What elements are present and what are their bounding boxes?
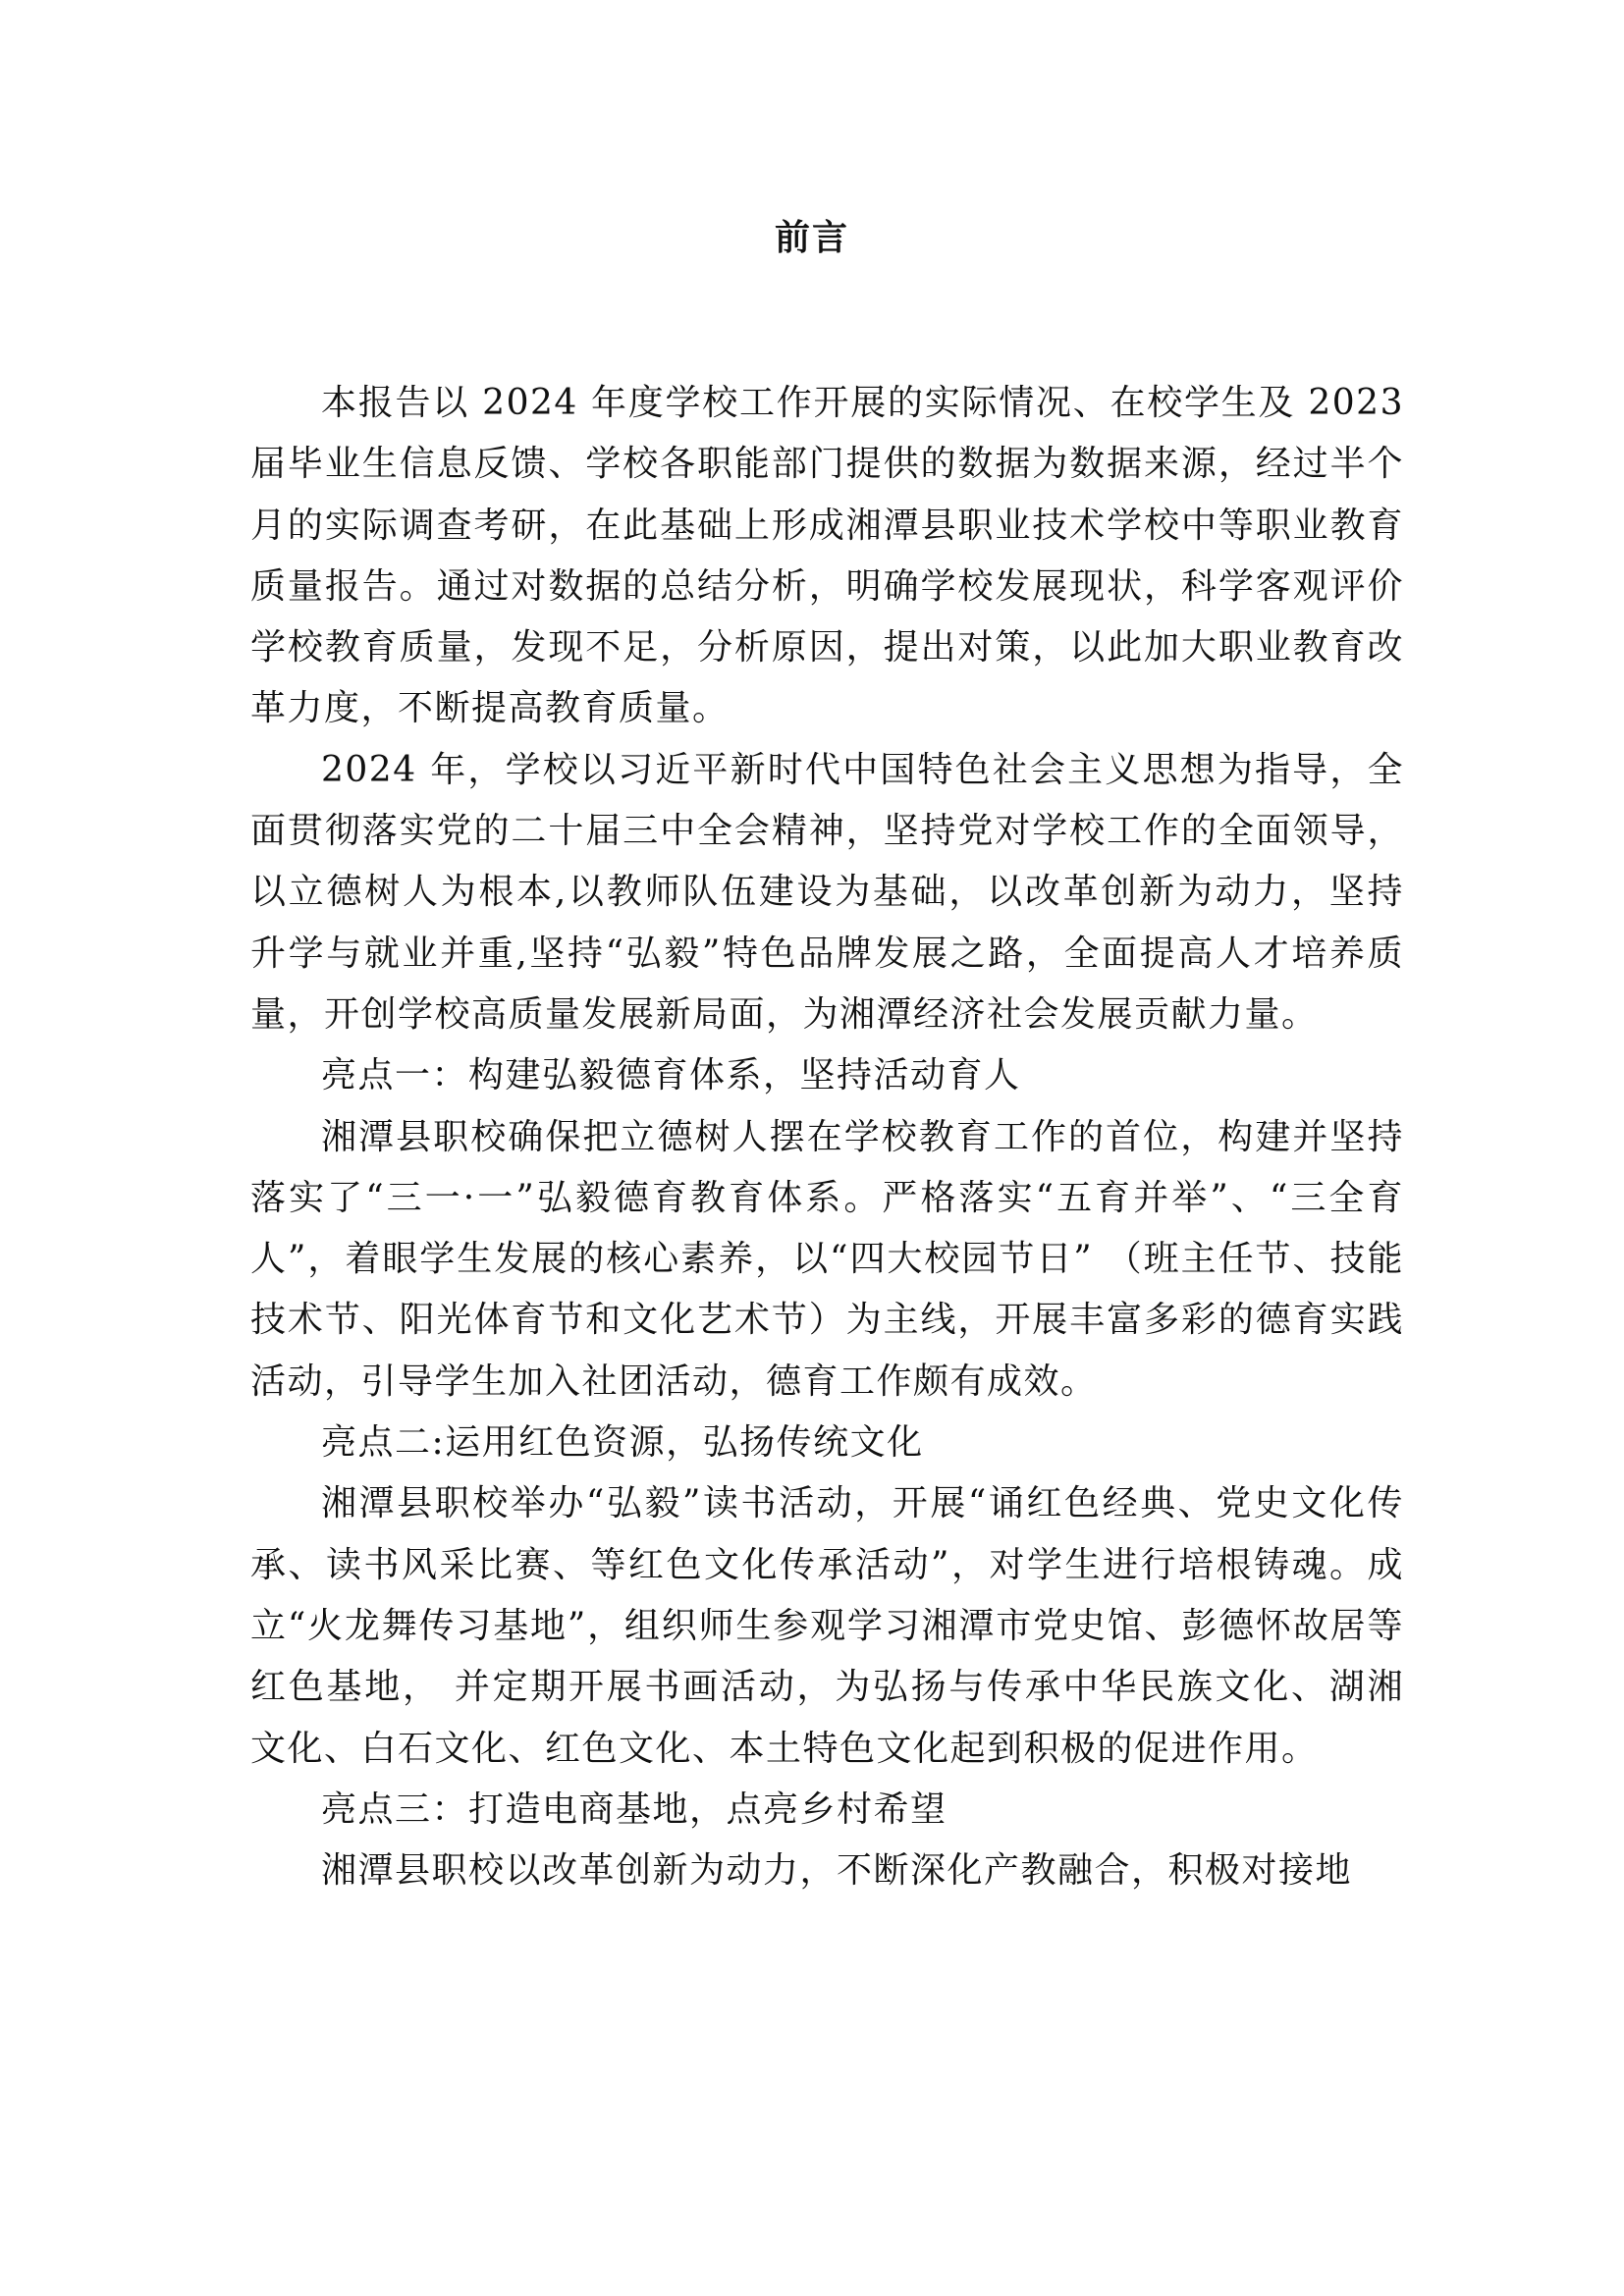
paragraph-intro: 本报告以 2024 年度学校工作开展的实际情况、在校学生及 2023 届毕业生信息反馈、学校各职能部门提供的数据为数据来源，经过半个月的实际调查考研，在此基础上形成湘潭县职业技术学校中等职业教育质量报告。通过对数据的总结分析，明确学校发展现状，科学客观评价学校教育质量，发现不足，分析原因，提出对策，以此加大职业教育改革力度，不断提高教育质量。 (250, 383, 1404, 729)
paragraph-highlight-3: 湘潭县职校以改革创新为动力，不断深化产教融合，积极对接地 (321, 1850, 1353, 1892)
paragraph-highlight-1: 湘潭县职校确保把立德树人摆在学校教育工作的首位，构建并坚持落实了“三一·一”弘毅德育教育体系。严格落实“五育并举”、“三全育人”，着眼学生发展的核心素养，以“四大校园节日” （班主任节、技能技术节、阳光体育节和文化艺术节）为主线，开展丰富多彩的德育实践活动，引导学生加入社团活动，德育工作颇有成效。 (250, 1116, 1404, 1402)
highlight-heading-3: 亮点三：打造电商基地，点亮乡村希望 (321, 1789, 947, 1830)
highlight-heading-1: 亮点一：构建弘毅德育体系，坚持活动育人 (321, 1055, 1021, 1096)
highlight-heading-2: 亮点二:运用红色资源，弘扬传统文化 (321, 1422, 924, 1464)
document-body (250, 373, 1404, 1901)
paragraph-highlight-2: 湘潭县职校举办“弘毅”读书活动，开展“诵红色经典、党史文化传承、读书风采比赛、等红色文化传承活动”，对学生进行培根铸魂。成立“火龙舞传习基地”，组织师生参观学习湘潭市党史馆、彭德怀故居等红色基地， 并定期开展书画活动，为弘扬与传承中华民族文化、湖湘文化、白石文化、红色文化、本土特色文化起到积极的促进作用。 (250, 1483, 1404, 1769)
page-title: 前言 (774, 217, 849, 258)
paragraph-overview: 2024 年，学校以习近平新时代中国特色社会主义思想为指导，全面贯彻落实党的二十届三中全会精神，坚持党对学校工作的全面领导，以立德树人为根本,以教师队伍建设为基础，以改革创新为动力，坚持升学与就业并重,坚持“弘毅”特色品牌发展之路，全面提高人才培养质量，开创学校高质量发展新局面，为湘潭经济社会发展贡献力量。 (250, 749, 1404, 1035)
